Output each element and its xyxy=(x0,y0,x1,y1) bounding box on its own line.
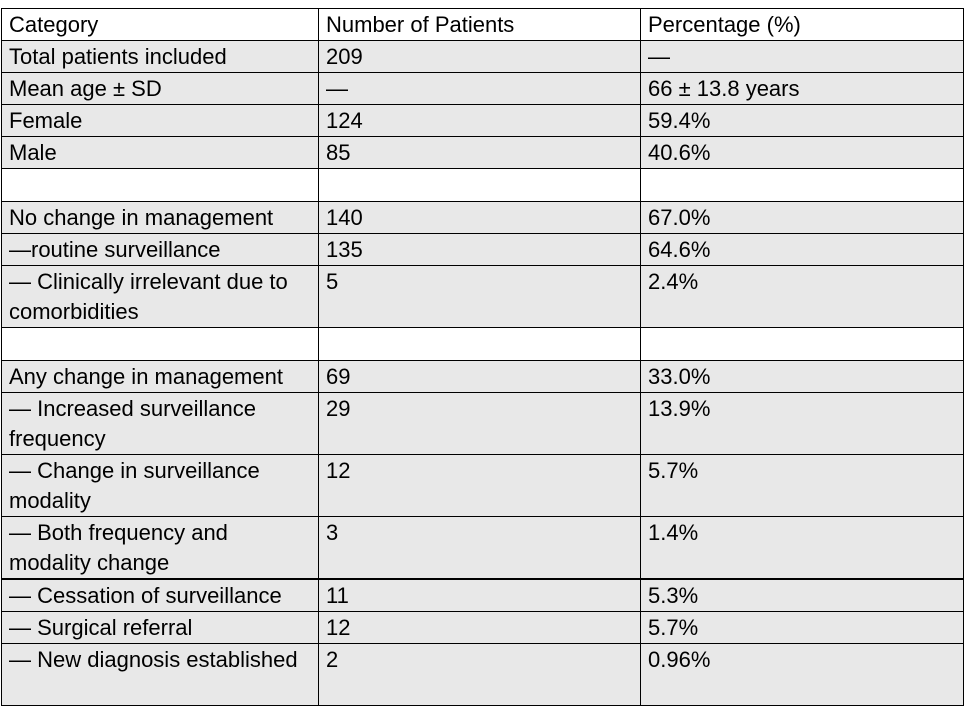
table-row xyxy=(2,266,964,328)
cell-patients: — xyxy=(319,73,641,105)
cell-percentage: 13.9% xyxy=(641,393,964,455)
cell-percentage: 59.4% xyxy=(641,105,964,137)
cell-patients: 140 xyxy=(319,202,641,234)
cell-category: — Increased surveillance frequency xyxy=(2,393,319,455)
cell-patients: 209 xyxy=(319,41,641,73)
header-percentage: Percentage (%) xyxy=(641,9,964,41)
cell-patients: 11 xyxy=(319,579,641,612)
cell-patients xyxy=(319,169,641,202)
cell-percentage: — xyxy=(641,41,964,73)
cell-patients: 29 xyxy=(319,393,641,455)
cell-category: Any change in management xyxy=(2,361,319,393)
cell-percentage: 5.7% xyxy=(641,455,964,517)
cell-category xyxy=(2,169,319,202)
spacer-row xyxy=(2,169,964,202)
table-row xyxy=(2,393,964,455)
patient-management-table xyxy=(1,8,964,706)
cell-percentage: 5.3% xyxy=(641,579,964,612)
cell-percentage: 33.0% xyxy=(641,361,964,393)
cell-category: — Clinically irrelevant due to comorbidities xyxy=(2,266,319,328)
cell-category: Male xyxy=(2,137,319,169)
cell-patients: 12 xyxy=(319,455,641,517)
table-row xyxy=(2,73,964,105)
cell-patients: 5 xyxy=(319,266,641,328)
cell-category xyxy=(2,328,319,361)
table-row xyxy=(2,202,964,234)
cell-percentage: 66 ± 13.8 years xyxy=(641,73,964,105)
cell-patients: 12 xyxy=(319,612,641,644)
cell-category: Total patients included xyxy=(2,41,319,73)
table-row xyxy=(2,517,964,580)
cell-category: Mean age ± SD xyxy=(2,73,319,105)
table-row xyxy=(2,644,964,706)
cell-category: —routine surveillance xyxy=(2,234,319,266)
header-row xyxy=(2,9,964,41)
cell-patients: 135 xyxy=(319,234,641,266)
table-row xyxy=(2,455,964,517)
cell-patients: 2 xyxy=(319,644,641,706)
cell-patients: 124 xyxy=(319,105,641,137)
cell-percentage: 67.0% xyxy=(641,202,964,234)
table-row xyxy=(2,579,964,612)
cell-category: — Both frequency and modality change xyxy=(2,517,319,580)
cell-category: — Surgical referral xyxy=(2,612,319,644)
table-row xyxy=(2,612,964,644)
cell-category: — Change in surveillance modality xyxy=(2,455,319,517)
cell-patients: 3 xyxy=(319,517,641,580)
cell-percentage xyxy=(641,328,964,361)
table-row xyxy=(2,361,964,393)
cell-category: — Cessation of surveillance xyxy=(2,579,319,612)
cell-percentage: 0.96% xyxy=(641,644,964,706)
cell-percentage xyxy=(641,169,964,202)
cell-patients: 85 xyxy=(319,137,641,169)
cell-percentage: 1.4% xyxy=(641,517,964,580)
header-category: Category xyxy=(2,9,319,41)
cell-patients: 69 xyxy=(319,361,641,393)
cell-percentage: 40.6% xyxy=(641,137,964,169)
table-row xyxy=(2,41,964,73)
spacer-row xyxy=(2,328,964,361)
table-row xyxy=(2,234,964,266)
cell-category: No change in management xyxy=(2,202,319,234)
cell-category: Female xyxy=(2,105,319,137)
header-number-of-patients: Number of Patients xyxy=(319,9,641,41)
table-row xyxy=(2,137,964,169)
cell-category: — New diagnosis established xyxy=(2,644,319,706)
cell-percentage: 5.7% xyxy=(641,612,964,644)
table-row xyxy=(2,105,964,137)
cell-percentage: 2.4% xyxy=(641,266,964,328)
cell-patients xyxy=(319,328,641,361)
cell-percentage: 64.6% xyxy=(641,234,964,266)
